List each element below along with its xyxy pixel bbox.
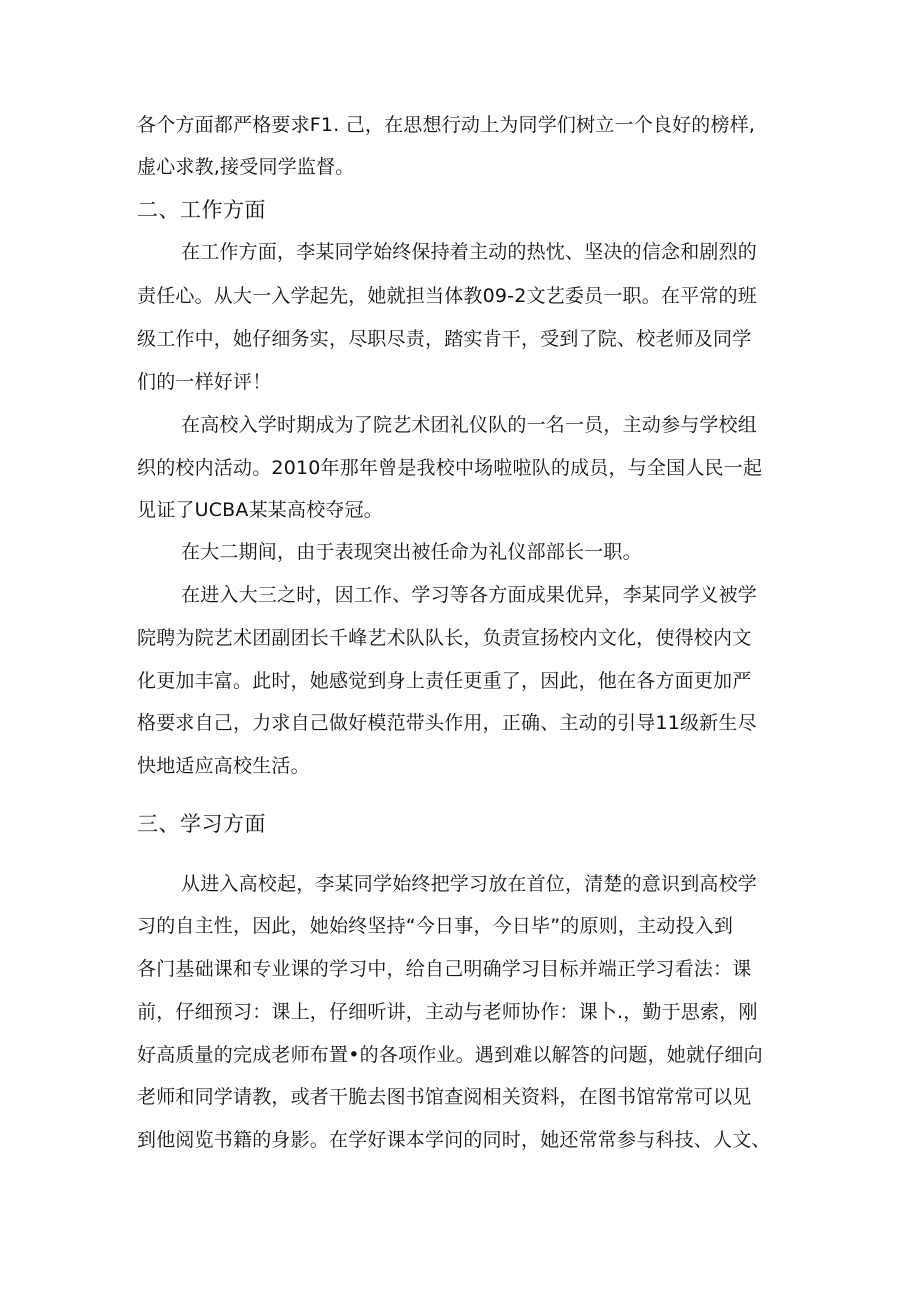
paragraph-line: 前，仔细预习：课上，仔细听讲，主动与老师协作：课卜.，勤于思索，刚 bbox=[137, 1001, 758, 1023]
intro-line-1: 各个方面都严格要求F1. 己，在思想行动上为同学们树立一个良好的榜样, bbox=[137, 114, 756, 136]
paragraph-line: 在进入大三之时，因工作、学习等各方面成果优异，李某同学义被学 bbox=[181, 584, 758, 606]
paragraph-line: 各门基础课和专业课的学习中，给自己明确学习目标并端正学习看法：课 bbox=[137, 958, 752, 980]
paragraph-line: 从进入高校起，李某同学始终把学习放在首位，清楚的意识到高校学 bbox=[181, 873, 758, 895]
paragraph-line: 好高质量的完成老师布置•的各项作业。遇到难以解答的问题，她就仔细向 bbox=[137, 1044, 763, 1066]
paragraph-line: 们的一样好评！ bbox=[137, 371, 272, 393]
paragraph-line: 见证了UCBA某某高校夺冠。 bbox=[137, 499, 384, 521]
paragraph-line: 格要求自己，力求自己做好模范带头作用，正确、主动的引导11级新生尽 bbox=[137, 712, 757, 734]
section-heading-work: 二、工作方面 bbox=[137, 198, 266, 222]
paragraph-line: 快地适应高校生活。 bbox=[137, 755, 310, 777]
paragraph-line: 织的校内活动。2010年那年曾是我校中场啦啦队的成员，与全国人民一起 bbox=[137, 457, 763, 479]
paragraph-line: 在高校入学时期成为了院艺术团礼仪队的一名一员，主动参与学校组 bbox=[181, 414, 758, 436]
paragraph-line: 在工作方面，李某同学始终保持着主动的热忱、坚决的信念和剧烈的 bbox=[181, 241, 758, 263]
section-heading-study: 三、学习方面 bbox=[137, 812, 266, 836]
paragraph-line: 在大二期间，由于表现突出被任命为礼仪部部长一职。 bbox=[181, 541, 642, 563]
paragraph-line: 级工作中，她仔细务实，尽职尽责，踏实肯干，受到了院、校老师及同学 bbox=[137, 328, 752, 350]
paragraph-line: 到他阅览书籍的身影。在学好课本学问的同时，她还常常参与科技、人文、 bbox=[137, 1129, 771, 1151]
paragraph-line: 院聘为院艺术团副团长千峰艺术队队长，负责宣扬校内文化，使得校内文 bbox=[137, 627, 752, 649]
paragraph-line: 责任心。从大一入学起先，她就担当体教09-2文艺委员一职。在平常的班 bbox=[137, 285, 757, 307]
paragraph-line: 化更加丰富。此时，她感觉到身上责任更重了，因此，他在各方面更加严 bbox=[137, 670, 752, 692]
intro-line-2: 虚心求教,接受同学监督。 bbox=[137, 156, 355, 178]
paragraph-line: 老师和同学请教，或者干脆去图书馆查阅相关资料，在图书馆常常可以见 bbox=[137, 1086, 752, 1108]
paragraph-line: 习的自主性，因此，她始终坚持“今日事，今日毕”的原则，主动投入到 bbox=[137, 915, 734, 937]
